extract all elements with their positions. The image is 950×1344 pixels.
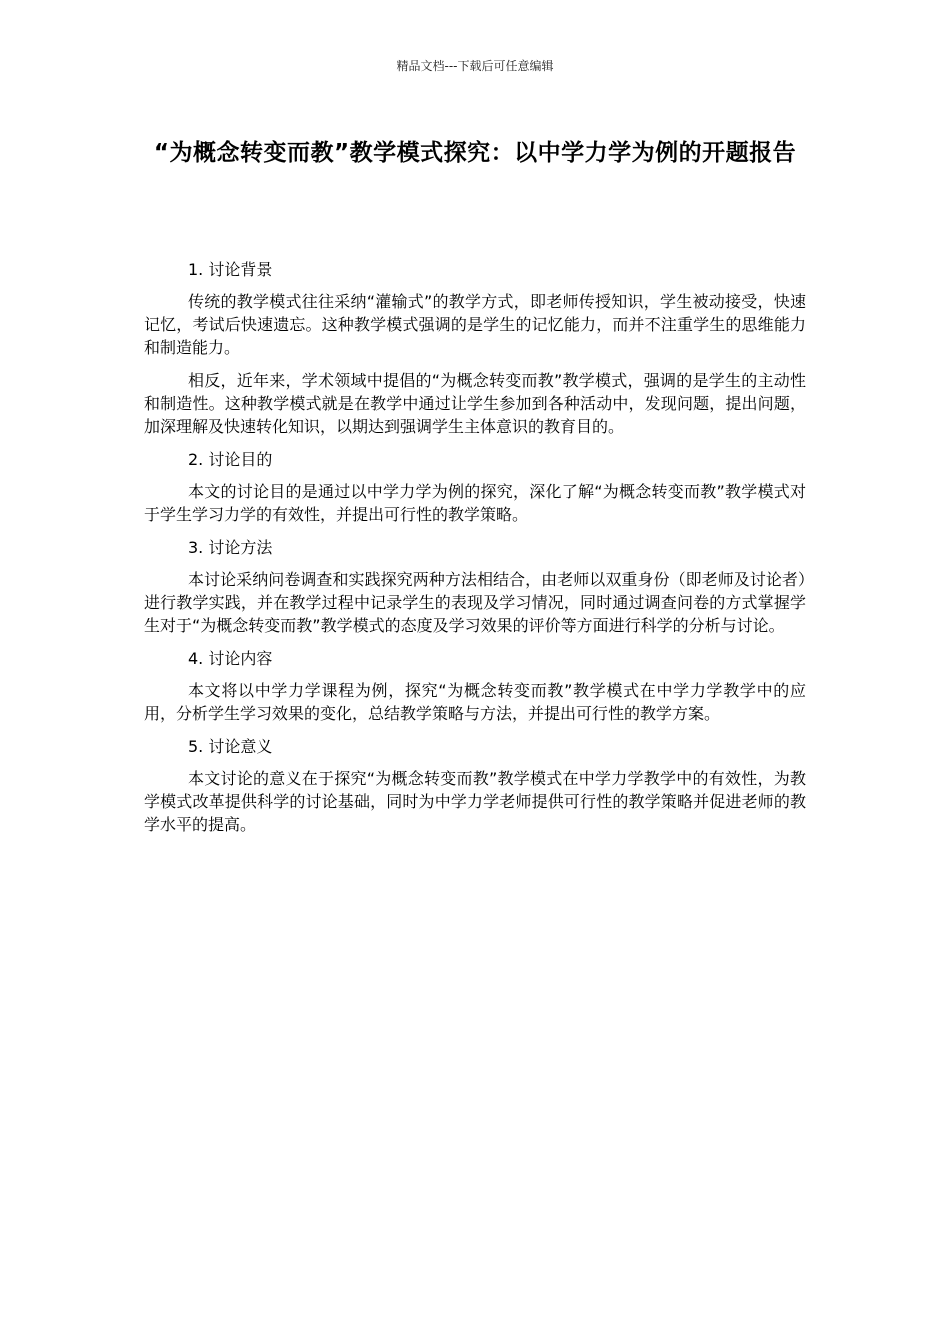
paragraph: 相反，近年来，学术领域中提倡的“为概念转变而教”教学模式，强调的是学生的主动性和制造性。这种教学模式就是在教学中通过让学生参加到各种活动中，发现问题，提出问题，加深理解及快速转化知识，以期达到强调学生主体意识的教育目的。 bbox=[144, 371, 806, 436]
section-content bbox=[144, 647, 806, 725]
section-significance bbox=[144, 735, 806, 836]
section-heading: 5. 讨论意义 bbox=[188, 737, 273, 756]
section-heading: 4. 讨论内容 bbox=[188, 649, 273, 668]
section-purpose bbox=[144, 448, 806, 526]
section-method bbox=[144, 536, 806, 637]
header-note: 精品文档---下载后可任意编辑 bbox=[396, 59, 554, 73]
paragraph: 本文讨论的意义在于探究“为概念转变而教”教学模式在中学力学教学中的有效性，为教学模式改革提供科学的讨论基础，同时为中学力学老师提供可行性的教学策略并促进老师的教学水平的提高。 bbox=[144, 769, 806, 834]
section-heading: 3. 讨论方法 bbox=[188, 538, 273, 557]
paragraph: 本文的讨论目的是通过以中学力学为例的探究，深化了解“为概念转变而教”教学模式对于学生学习力学的有效性，并提出可行性的教学策略。 bbox=[144, 482, 806, 524]
document-body bbox=[144, 258, 806, 846]
paragraph: 传统的教学模式往往采纳“灌输式”的教学方式，即老师传授知识，学生被动接受，快速记忆，考试后快速遗忘。这种教学模式强调的是学生的记忆能力，而并不注重学生的思维能力和制造能力。 bbox=[144, 292, 806, 357]
section-heading: 2. 讨论目的 bbox=[188, 450, 273, 469]
paragraph: 本讨论采纳问卷调查和实践探究两种方法相结合，由老师以双重身份（即老师及讨论者）进行教学实践，并在教学过程中记录学生的表现及学习情况，同时通过调查问卷的方式掌握学生对于“为概念转变而教”教学模式的态度及学习效果的评价等方面进行科学的分析与讨论。 bbox=[144, 570, 806, 635]
document-title: “为概念转变而教”教学模式探究：以中学力学为例的开题报告 bbox=[153, 140, 797, 166]
section-background bbox=[144, 258, 806, 438]
paragraph: 本文将以中学力学课程为例，探究“为概念转变而教”教学模式在中学力学教学中的应用，分析学生学习效果的变化，总结教学策略与方法，并提出可行性的教学方案。 bbox=[144, 681, 806, 723]
section-heading: 1. 讨论背景 bbox=[188, 260, 273, 279]
